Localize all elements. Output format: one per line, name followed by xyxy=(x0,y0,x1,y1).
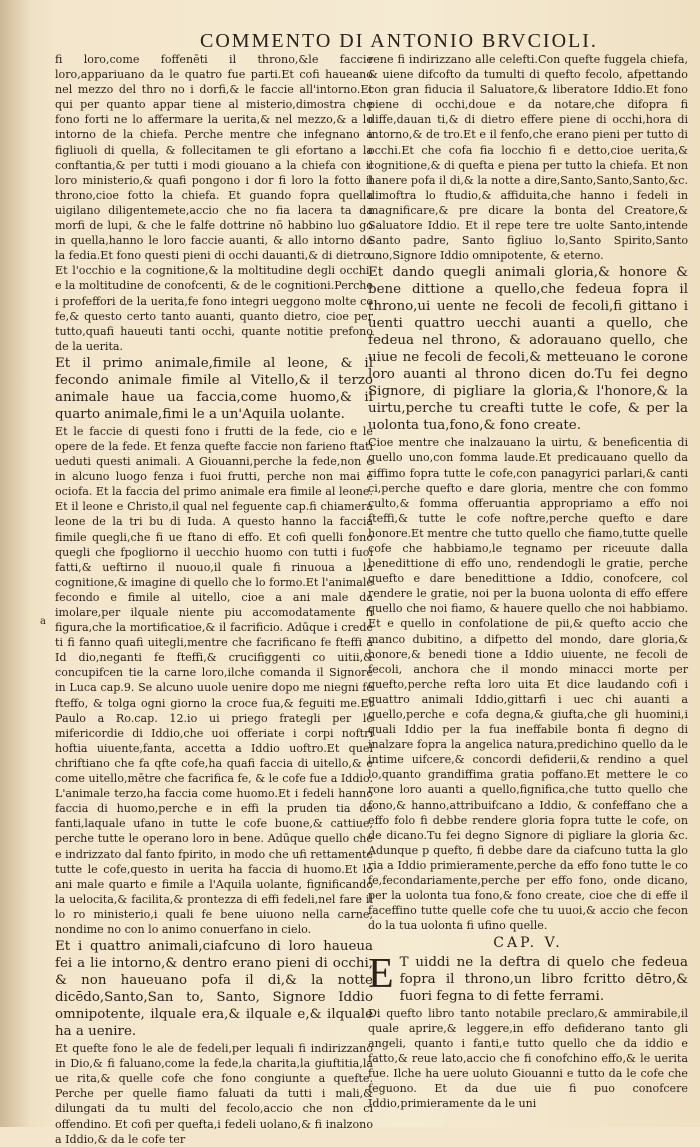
commentary-paragraph: Di quefto libro tanto notabile preclaro,& ammirabile,il quale aprire,& leggere,in effo defiderano tanto gli angeli, quanto i fanti,e tutto quello che da iddio e fatto,& reue lato,accio che fi conofchino effo,& le uerita fue. Ilche ha uere uoluto Giouanni e tutto da le cofe che feguono. Et da due uie fi puo conofcere Iddio,primieramente da le uni xyxy=(368,1006,688,1111)
commentary-paragraph: fi loro,come foffenēti il throno,&le faccie loro,appariuano da le quatro fue parti.Et cofi haueano nel mezzo del thro no i dorfi,& le faccie all'intorno.Et qui per quanto appar tiene al misterio,dimostra che fono forti ne lo affermare la uerita,& nel mezzo,& a lo intorno de la chiefa. Perche mentre che infegnano a figliuoli di quella, & follecitamen te gli efortano a la conftantia,& per tutti i modi giouano a la chiefa con il loro ministerio,& quafi pongono i dor fi loro la fotto il throno,cioe fotto la chiefa. Et guando fopra quella uigilano diligentemete,accio che no fia lacera ta da morfi de lupi, & che le falfe dottrine nō habbino luo go in quella,hanno le loro faccie auanti, & allo intorno de la fedia.Et fono questi pieni di occhi dauanti,& di dietro. Et l'occhio e la cognitione,& la moltitudine degli occhi, e la moltitudine de conofcenti, & de le cognitioni.Perche i profeffori de la uerita,fe fono integri ueggono molte co fe,& questo certo tanto auanti, quanto dietro, cioe per tutto,quafi haueuti tanti occhi, quante notitie prefono de la uerita. xyxy=(55,53,373,353)
gutter-shadow xyxy=(0,0,30,1127)
running-head: COMMENTO DI ANTONIO BRVCIOLI. xyxy=(200,30,598,52)
scripture-verse: Et i quattro animali,ciafcuno di loro haueua fei a lie intorno,& dentro erano pieni di occhi, & non haueuano pofa il di,& la notte dicēdo,Santo,San to, Santo, Signore Iddio omnipotente, ilquale era,& ilquale e,& ilquale ha a uenire. xyxy=(55,939,373,1040)
commentary-paragraph: Et quefte fono le ale de fedeli,per lequali fi indirizzano in Dio,& fi faluano,come la fede,la charita,la giuftitia,la ue rita,& quelle cofe che fono congiunte a quefte. Perche per quelle fiamo faluati da tutti i mali,& dilungati da tu multi del fecolo,accio che non ci offendino. Et cofi per quefta,i fedeli uolano,& fi inalzono a Iddio,& da le cofe ter xyxy=(55,1042,373,1146)
scripture-verse: Et dando quegli animali gloria,& honore & bene dittione a quello,che fedeua fopra il throno,ui uente ne fecoli de fecoli,fi gittano i uenti quattro uecchi auanti a quello, che fedeua nel throno, & adorauano quello, che uiue ne fecoli de fecoli,& metteuano le corone loro auanti al throno dicen do.Tu fei degno Signore, di pigliare la gloria,& l'honore,& la uirtu,perche tu creafti tutte le cofe, & per la uolonta tua,fono,& fono create. xyxy=(368,265,688,434)
right-column xyxy=(368,52,688,1111)
scripture-verse xyxy=(368,950,688,1005)
commentary-paragraph: Et le faccie di questi fono i frutti de la fede, cio e le opere de la fede. Et fenza quefte faccie non farieno ftati ueduti questi animali. A Giouanni,perche la fede,non e in alcuno luogo fenza i fuoi frutti, perche non mai e ociofa. Et la faccia del primo animale era fimile al leone. Et il leone e Christo,il qual nel feguente cap.fi chiamera leone de la tri bu di Iuda. A questo hanno la faccia fimile quegli,che fi ue ftano di effo. Et cofi quelli fono quegli che fpogliorno il uecchio huomo con tutti i fuoi fatti,& ueftirno il nuouo,il quale fi rinuoua a la cognitione,& imagine di quello che lo formo.Et l'animale fecondo e fimile al uitello, cioe a ani male da imolare,per ilquale niente piu accomodatamente fi figura,che la mortificatioe,& il facrificio. Adūque i crede ti fi fanno quafi uitegli,mentre che facrificano fe fteffi a Id dio,neganti fe fteffi,& crucifiggenti co uitii,& concupifcen tie la carne loro,ilche comanda il Signore in Luca cap.9. Se alcuno uuole uenire dopo me niegni fe fteffo, & tolga ogni giorno la croce fua,& feguiti me.Et Paulo a Ro.cap. 12.io ui priego frategli per le mifericordie di Iddio,che uoi offeriate i corpi noftri hoftia uiuente,fanta, accetta a Iddio uoftro.Et quel chriftiano che fa qfte cofe,ha quafi faccia di uitello,& e come uitello,mētre che facrifica fe, & le cofe fue a Iddio. L'animale terzo,ha faccia come huomo.Et i fedeli hanno faccia di huomo,perche e in effi la pruden tia de fanti,laquale ufano in tutte le cofe buone,& cattiue, perche tutte le operano loro in bene. Adūque quello che e indrizzato dal fanto fpirito, in modo che ufi rettamente tutte le cofe,questo in uerita ha faccia di huomo.Et lo ani male quarto e fimile a l'Aquila uolante, fignificando la uelocita,& facilita,& prontezza di effi fedeli,nel fare il lo ro ministerio,i quali fe bene uiuono nella carne, nondime no con lo animo conuerfano in cielo. xyxy=(55,424,373,936)
commentary-paragraph: rene fi indirizzano alle celefti.Con quefte fuggela chiefa, & uiene difcofto da tumulti di quefto fecolo, afpettando con gran fiducia il Saluatore,& liberatore Iddio.Et fono piene di occhi,doue e da notare,che difopra fi diffe,dauan ti,& di dietro effere piene di occhi,hora di intorno,& de tro.Et e il fenfo,che erano pieni per tutto di occhi.Et che cofa fia locchio fi e detto,cioe uerita,& cognitione,& di quefta e piena per tutto la chiefa. Et non hanere pofa il di,& la notte a dire,Santo,Santo,Santo,&c. dimoftra lo ftudio,& affiduita,che hanno i fedeli in magnificare,& pre dicare la bonta del Creatore,& Saluatore Iddio. Et il repe tere tre uolte Santo,intende Santo padre, Santo figliuo lo,Santo Spirito,Santo uno,Signore Iddio omnipotente, & eterno. xyxy=(368,53,688,263)
scripture-verse: Et il primo animale,fimile al leone, & il fecondo animale fimile al Vitello,& il terzo animale haue ua faccia,come huomo,& il quarto animale,fimi le a un'Aquila uolante. xyxy=(55,355,373,422)
margin-note: a xyxy=(40,616,46,627)
verse-text: T uiddi ne la deftra di quelo che fedeua fopra il throno,un libro fcritto dētro,& fuori fegna to di fette ferrami. xyxy=(399,954,688,1004)
drop-cap: E xyxy=(368,950,394,997)
commentary-paragraph: Cioe mentre che inalzauano la uirtu, & beneficentia di quello uno,con fomma laude.Et predicauano quello da riffimo fopra tutte le cofe,con panagyrici parlari,& canti ci,perche quefto e dare gloria, mentre che con fommo culto,& fomma offeruantia appropriamo a effo noi fteffi,& tutte le cofe noftre,perche quefto e dare honore.Et mentre che tutto quello che fiamo,tutte quelle cofe che habbiamo,le tegnamo per riceuute dalla benedittione di effo uno, rendendogli le gratie, perche quefto e dare benedittione a Iddio, conofcere, col rendere le gratie, noi per la buona uolonta di effo effere quello che noi fiamo, & hauere quello che noi habbiamo. Et e quello in confolatione de pii,& quefto accio che manco dubitino, a difpetto del mondo, dare gloria,& honore,& benedi tione a Iddio uiuente, ne fecoli de fecoli, anchora che il mondo minacci morte per quefto,perche refta loro uita Et dice laudando cofi i quattro animali Iddio,gittarfi i uec chi auanti a quello,perche e cofa degna,& giufta,che gli huomini,i quali Iddio per la fua ineffabile bonta fi degno di inalzare fopra la angelica natura,predichino quello da le intime uifcere,& concordi defiderii,& rendino a quel lo,quanto grandiffima gratia poffano.Et mettere le co rone loro auanti a quello,fignifica,che tutto quello che fono,& hanno,attribuifcano a Iddio, & confeffano che a effo folo fi debbe rendere gloria fopra tutte le cofe, on de dicano.Tu fei degno Signore di pigliare la gloria &c. Adunque p quefto, fi debbe dare da ciafcuno tutta la glo ria a Iddio primieramente,perche da effo fono tutte le co fe,fecondariamente,perche per effo fono, onde dicano, per la uolonta tua fono,& fono create, cioe che di effe il faceffino tutte quelle cofe che tu uuoi,& accio che fecon do la tua uolonta fi ufino quelle. xyxy=(368,436,688,933)
chapter-heading: CAP. V. xyxy=(493,935,563,952)
left-column xyxy=(55,52,373,1146)
